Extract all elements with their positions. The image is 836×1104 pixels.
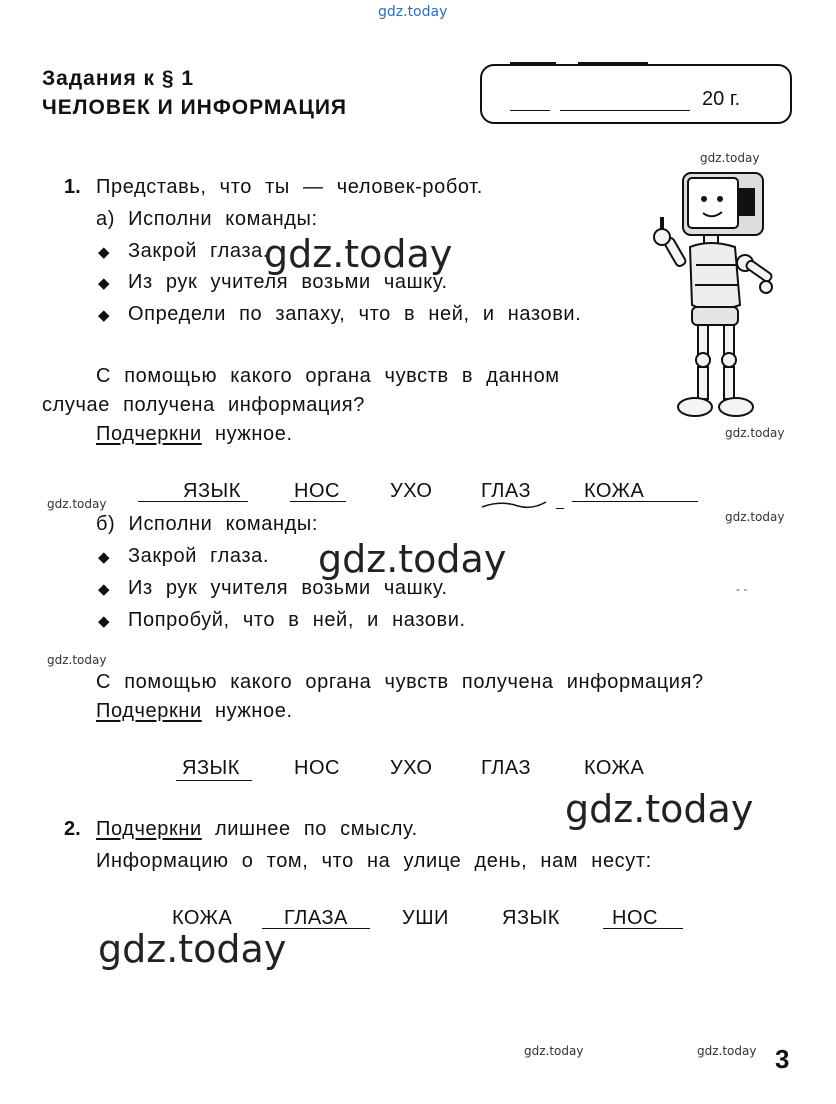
bullet-icon: ◆ [98,581,110,598]
option-word[interactable]: ЯЗЫК [183,480,241,502]
task2-instruction: Подчеркни лишнее по смыслу. [96,818,418,840]
option-word[interactable]: ЯЗЫК [502,907,560,929]
task1b-command: Закрой глаза. [128,545,270,567]
task1-number: 1. [64,176,81,198]
bullet-icon: ◆ [98,613,110,630]
watermark-small: gdz.today [697,1044,757,1058]
option-word[interactable]: КОЖА [584,480,645,502]
task1a-command: Определи по запаху, что в ней, и назови. [128,303,582,325]
watermark-large: gdz.today [264,232,453,276]
underline-mark [480,498,550,512]
option-word[interactable]: УХО [390,480,433,502]
option-word[interactable]: НОС [294,757,340,779]
option-word[interactable]: ЯЗЫК [182,757,240,779]
task2-number: 2. [64,818,81,840]
underline-mark [138,501,248,502]
section-title: ЧЕЛОВЕК И ИНФОРМАЦИЯ [42,96,348,119]
task2-statement: Информацию о том, что на улице день, нам несут: [96,850,652,872]
option-word[interactable]: ГЛАЗ [481,757,532,779]
option-word[interactable]: КОЖА [172,907,233,929]
option-word[interactable]: УХО [390,757,433,779]
date-year: 20 г. [702,88,741,110]
task1a-instruction: Подчеркни нужное. [96,423,293,445]
bullet-icon: ◆ [98,307,110,324]
underline-mark [290,501,346,502]
date-box [480,64,792,124]
date-day-line[interactable] [510,110,550,111]
task1b-label: б) Исполни команды: [96,513,319,535]
watermark-small: gdz.today [47,653,107,667]
task1a-command: Из рук учителя возьми чашку. [128,271,448,293]
date-month-line[interactable] [560,110,690,111]
task1b-instruction: Подчеркни нужное. [96,700,293,722]
task1a-question: случае получена информация? [42,394,365,416]
task1a-question: С помощью какого органа чувств в данном [96,365,560,387]
task1a-command: Закрой глаза. [128,240,270,262]
option-word[interactable]: КОЖА [584,757,645,779]
underline-mark [603,928,683,929]
task1a-label: а) Исполни команды: [96,208,318,230]
option-word[interactable]: ГЛАЗА [284,907,348,929]
watermark-small: gdz.today [725,426,785,440]
bullet-icon: ◆ [98,275,110,292]
option-word[interactable]: УШИ [402,907,449,929]
bullet-icon: ◆ [98,549,110,566]
option-word[interactable]: ГЛАЗ [481,480,532,502]
page-number: 3 [775,1044,790,1074]
date-box-top-dash [578,62,648,64]
watermark-small: gdz.today [524,1044,584,1058]
watermark-large: gdz.today [98,927,287,971]
watermark-small: gdz.today [725,510,785,524]
scan-mark: - - [736,582,748,596]
task1b-question: С помощью какого органа чувств получена информация? [96,671,704,693]
watermark-top: gdz.today [378,4,448,20]
watermark-small: gdz.today [700,151,760,165]
robot-illustration [640,165,780,425]
task1-intro: Представь, что ты — человек-робот. [96,176,483,198]
underline-mark [556,508,564,509]
task1b-command: Попробуй, что в ней, и назови. [128,609,466,631]
option-word[interactable]: НОС [612,907,658,929]
option-word[interactable]: НОС [294,480,340,502]
date-box-top-dash [510,62,556,64]
underline-mark [176,780,252,781]
watermark-large: gdz.today [565,787,754,831]
bullet-icon: ◆ [98,244,110,261]
watermark-large: gdz.today [318,537,507,581]
watermark-small: gdz.today [47,497,107,511]
underline-mark [572,501,698,502]
task1b-command: Из рук учителя возьми чашку. [128,577,448,599]
section-subtitle: Задания к § 1 [42,67,195,90]
